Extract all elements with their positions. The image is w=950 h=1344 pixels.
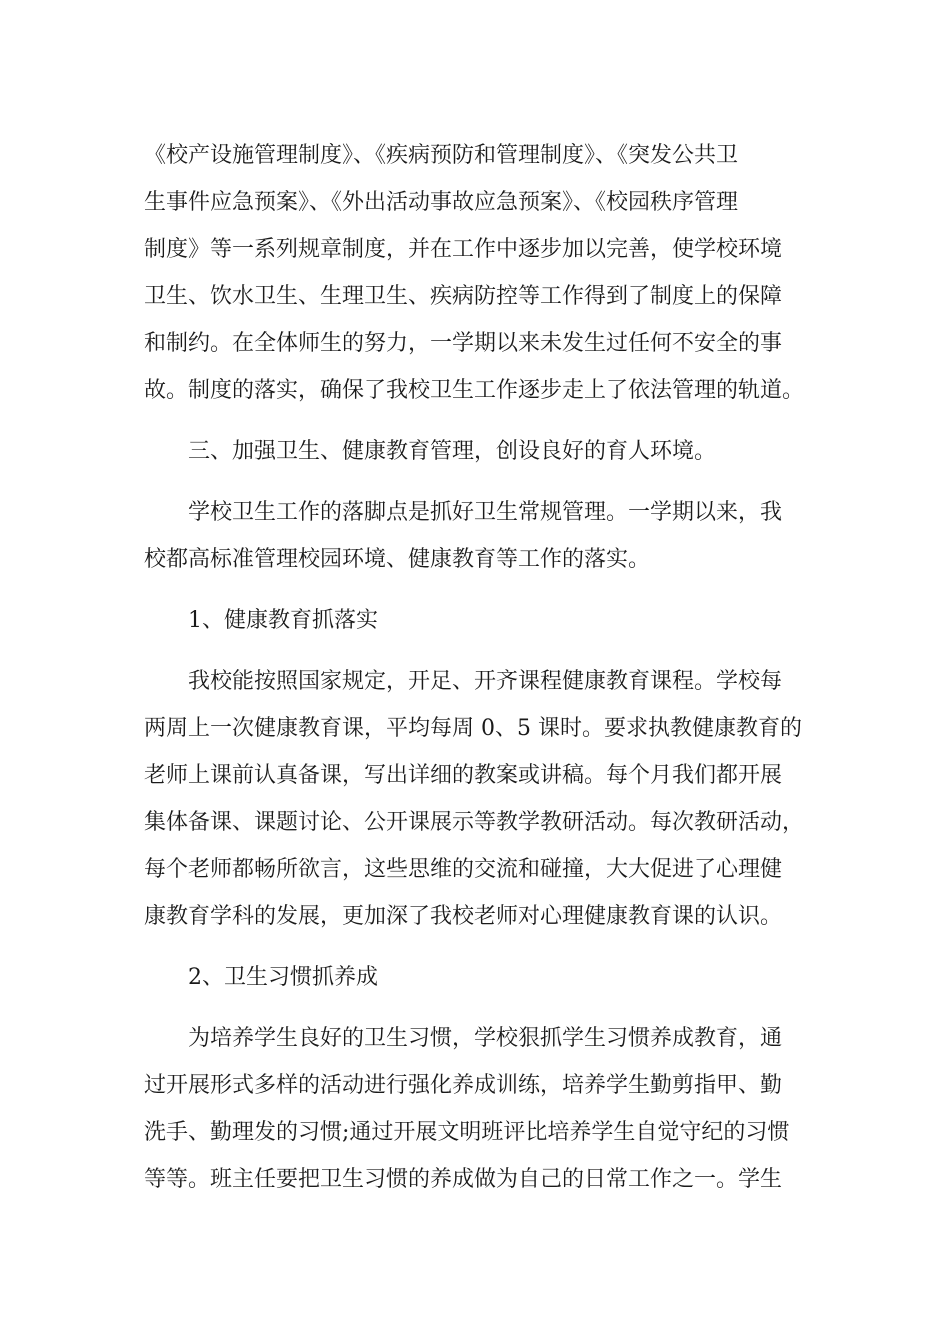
text-line: 卫生、饮水卫生、生理卫生、疾病防控等工作得到了制度上的保障 [144,284,783,309]
text-line: 两周上一次健康教育课，平均每周 0、5 课时。要求执教健康教育的 [144,716,802,741]
text-line: 和制约。在全体师生的努力，一学期以来未发生过任何不安全的事 [144,331,783,356]
text-line: 2、卫生习惯抓养成 [188,965,378,990]
text-line: 过开展形式多样的活动进行强化养成训练，培养学生勤剪指甲、勤 [144,1073,783,1098]
paragraph-hygiene-habits [144,1015,814,1203]
text-line: 康教育学科的发展，更加深了我校老师对心理健康教育课的认识。 [144,904,783,929]
text-line: 三、加强卫生、健康教育管理，创设良好的育人环境。 [188,439,717,464]
text-line: 为培养学生良好的卫生习惯，学校狠抓学生习惯养成教育，通 [188,1026,783,1051]
text-line: 1、健康教育抓落实 [188,608,378,633]
section-heading-three [144,428,814,475]
paragraph-regulations [144,132,814,414]
subheading-hygiene-habits [144,954,814,1001]
subheading-health-education [144,597,814,644]
text-line: 等等。班主任要把卫生习惯的养成做为自己的日常工作之一。学生 [144,1167,783,1192]
text-line: 每个老师都畅所欲言，这些思维的交流和碰撞，大大促进了心理健 [144,857,783,882]
text-line: 《校产设施管理制度》、《疾病预防和管理制度》、《突发公共卫 [144,143,739,168]
text-line: 洗手、勤理发的习惯;通过开展文明班评比培养学生自觉守纪的习惯 [144,1120,790,1145]
text-line: 集体备课、课题讨论、公开课展示等教学教研活动。每次教研活动， [144,810,805,835]
text-line: 我校能按照国家规定，开足、开齐课程健康教育课程。学校每 [188,669,783,694]
text-line: 老师上课前认真备课，写出详细的教案或讲稿。每个月我们都开展 [144,763,783,788]
text-line: 制度》等一系列规章制度，并在工作中逐步加以完善，使学校环境 [144,237,783,262]
text-line: 学校卫生工作的落脚点是抓好卫生常规管理。一学期以来，我 [188,500,783,525]
paragraph-routine-management [144,489,814,583]
text-line: 生事件应急预案》、《外出活动事故应急预案》、《校园秩序管理 [144,190,739,215]
paragraph-health-education [144,658,814,940]
document-body [144,132,814,1203]
text-line: 校都高标准管理校园环境、健康教育等工作的落实。 [144,547,651,572]
text-line: 故。制度的落实，确保了我校卫生工作逐步走上了依法管理的轨道。 [144,378,805,403]
